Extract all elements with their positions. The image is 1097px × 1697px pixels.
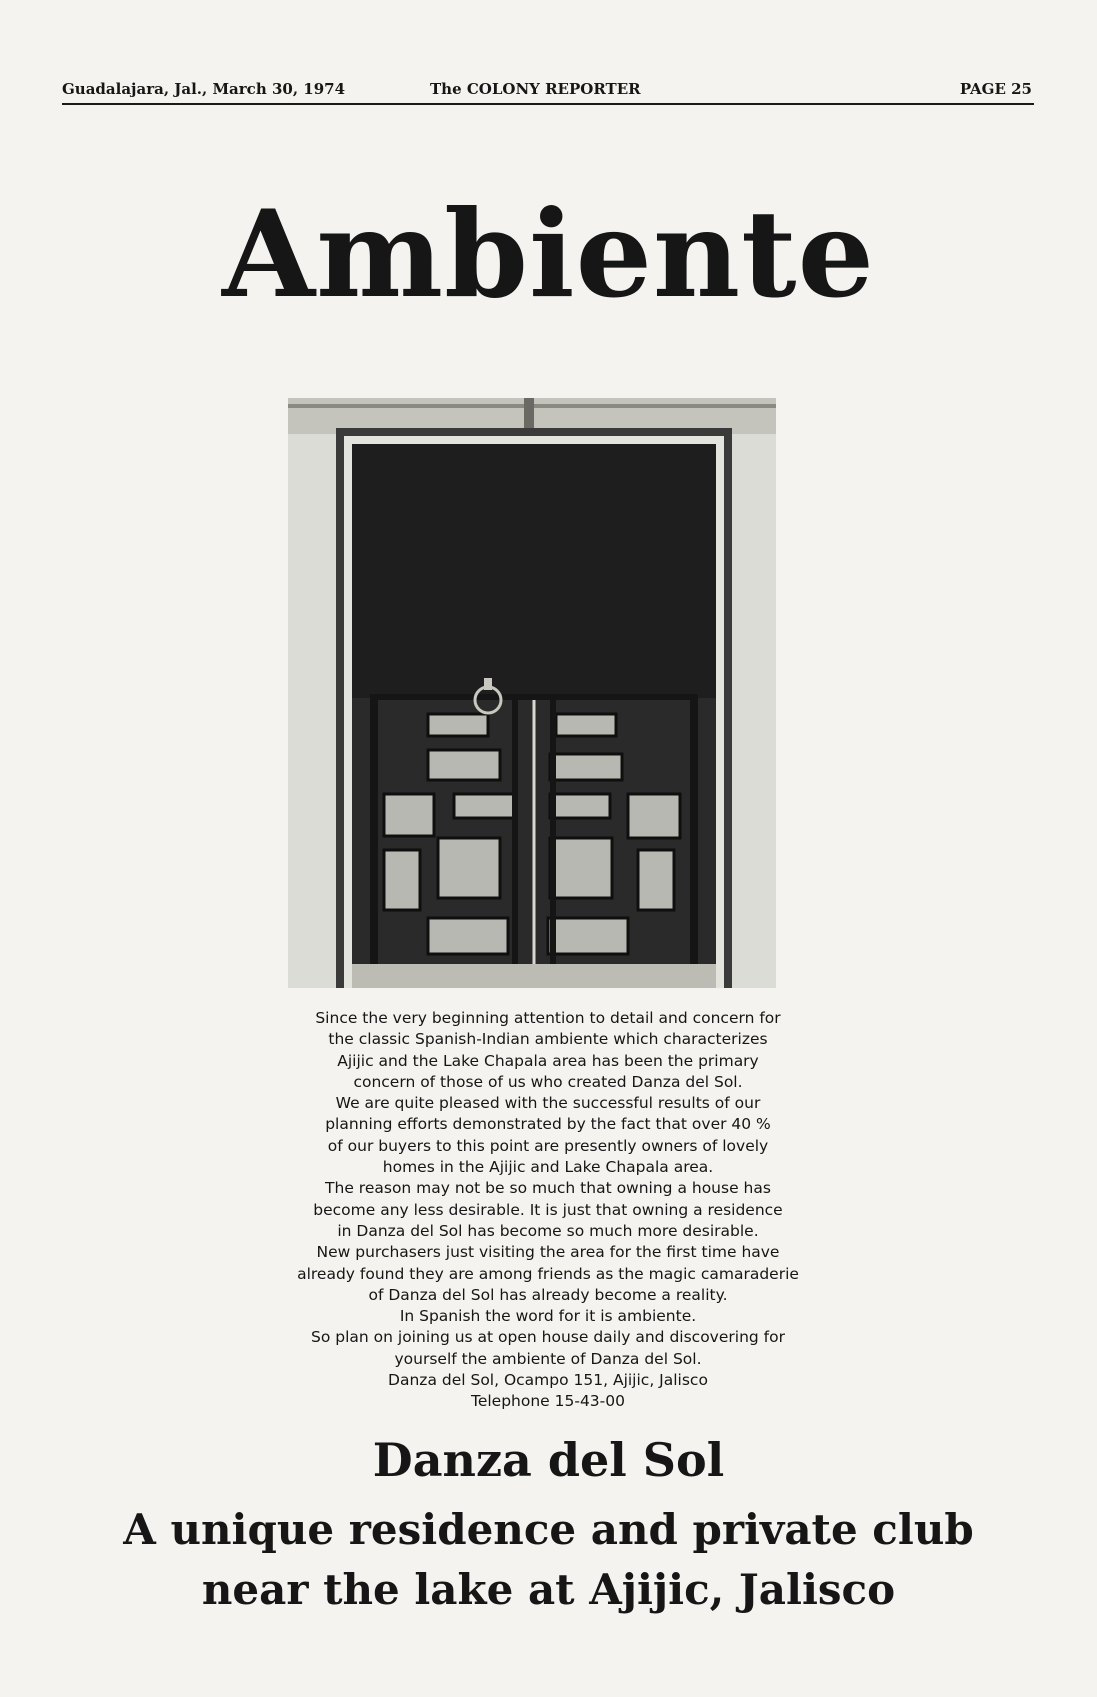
body-line: We are quite pleased with the successful results of our (335, 1094, 761, 1113)
tagline-line-1: A unique residence and private club (123, 1505, 974, 1554)
body-line: already found they are among friends as the magic camaraderie (297, 1264, 799, 1283)
body-line: The reason may not be so much that owning a house has (325, 1179, 771, 1198)
page-number: PAGE 25 (959, 80, 1032, 98)
body-line: Telephone 15-43-00 (470, 1392, 625, 1411)
body-line: concern of those of us who created Danza del Sol. (353, 1072, 743, 1091)
dateline: Guadalajara, Jal., March 30, 1974 (62, 80, 346, 98)
ad-headline: Ambiente (222, 184, 875, 325)
body-line: of our buyers to this point are presently owners of lovely (327, 1136, 769, 1155)
body-line: of Danza del Sol has already become a reality. (368, 1285, 728, 1304)
body-line: In Spanish the word for it is ambiente. (399, 1307, 697, 1326)
body-line: Ajijic and the Lake Chapala area has been the primary (337, 1051, 759, 1070)
body-line: So plan on joining us at open house daily and discovering for (311, 1328, 785, 1347)
body-line: become any less desirable. It is just that owning a residence (313, 1200, 783, 1219)
body-line: the classic Spanish-Indian ambiente which characterizes (328, 1030, 768, 1049)
page-header (62, 80, 1032, 102)
body-line: in Danza del Sol has become so much more desirable. (337, 1221, 759, 1240)
tagline-line-2: near the lake at Ajijic, Jalisco (201, 1565, 896, 1614)
body-line: New purchasers just visiting the area for the first time have (316, 1243, 780, 1262)
body-line: yourself the ambiente of Danza del Sol. (394, 1349, 702, 1368)
newspaper-name: The COLONY REPORTER (430, 80, 641, 98)
tagline (0, 1500, 1097, 1620)
body-line: homes in the Ajijic and Lake Chapala area. (382, 1158, 714, 1177)
brand-name: Danza del Sol (372, 1433, 725, 1487)
body-line: planning efforts demonstrated by the fact that over 40 % (325, 1115, 771, 1134)
ad-body-copy (238, 1008, 858, 1413)
body-line: Danza del Sol, Ocampo 151, Ajijic, Jalisco (388, 1371, 708, 1390)
body-line: Since the very beginning attention to detail and concern for (315, 1009, 781, 1027)
door-photo (288, 398, 776, 988)
header-rule (62, 103, 1034, 105)
